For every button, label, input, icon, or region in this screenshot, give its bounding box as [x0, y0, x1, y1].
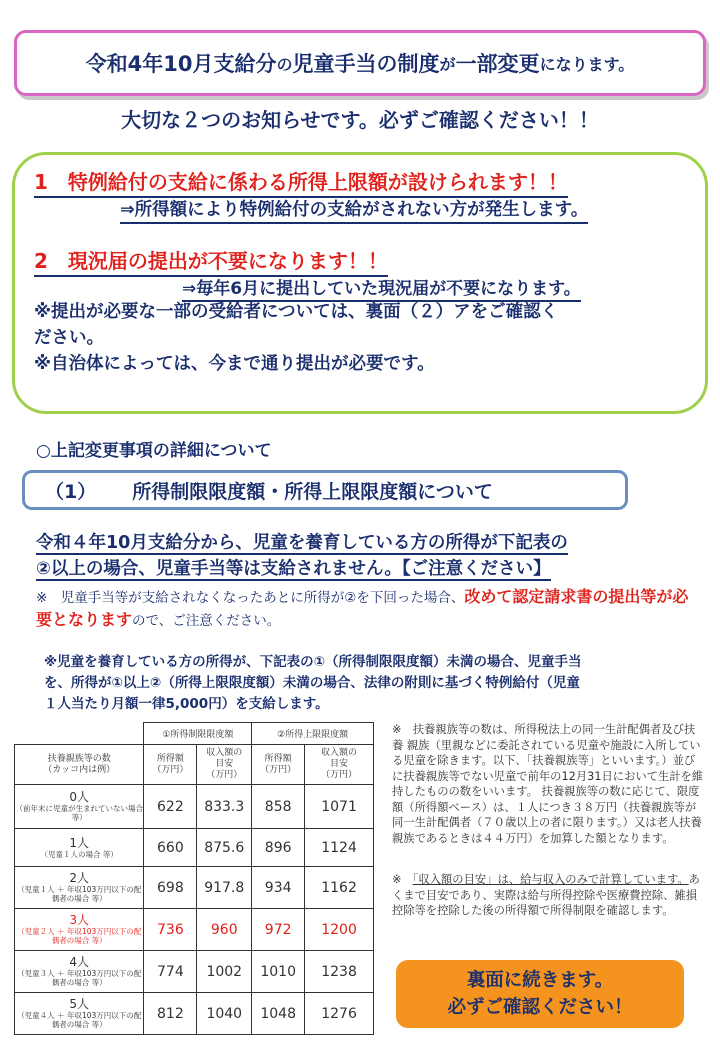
- table-cell: 1276: [305, 993, 374, 1035]
- intro-line1: 令和４年10月支給分から、児童を養育している方の所得が下記表の: [36, 533, 568, 553]
- section1-header: [22, 470, 628, 510]
- subtitle: 大切な２つのお知らせです。必ずご確認ください！！: [121, 108, 599, 132]
- table-row: [15, 829, 374, 867]
- table-cell: 1124: [305, 829, 374, 867]
- notice-note-a-line1: ※提出が必要な一部の受給者については、裏面（２）アをご確認く: [34, 302, 559, 322]
- row-desc: （児童２人 ＋ 年収103万円以下の配偶者の場合 等）: [17, 927, 142, 945]
- continue-line1: 裏面に続きます。: [466, 970, 614, 991]
- table-cell: 1040: [197, 993, 252, 1035]
- side-note2-prefix: ※: [392, 873, 413, 886]
- receipt-header-2: 収入額の 目安 （万円）: [305, 745, 374, 785]
- title-part3: 児童手当の制度: [292, 52, 440, 76]
- row-desc: （児童３人 ＋ 年収103万円以下の配偶者の場合 等）: [17, 969, 142, 987]
- table-cell: 896: [252, 829, 305, 867]
- section1-number: （1）: [45, 480, 97, 503]
- table-cell: 1162: [305, 867, 374, 909]
- table-cell: 660: [144, 829, 197, 867]
- notice-item1-heading: 1 特例給付の支給に係わる所得上限額が設けられます！！: [34, 166, 568, 198]
- side-note2-rest: あくまで目安であり、実際は給与所得控除や医療費控除、雑損控除等を控除した後の所得額で所得制限を確認します。: [392, 873, 700, 917]
- table-cell: 858: [252, 785, 305, 829]
- group2-header: ②所得上限限度額: [252, 723, 374, 745]
- row-count: 5人: [69, 997, 90, 1011]
- table-row: [15, 909, 374, 951]
- row-desc: （児童１人の場合 等）: [40, 849, 118, 859]
- table-cell: 1010: [252, 951, 305, 993]
- dependents-note: ※ 扶養親族等の数は、所得税法上の同一生計配偶者及び扶養 親族（里親などに委託されている児童や施設に入所している児童を除きます。以下、「扶養親族等」といいます。）並びに扶養親族等でない児童で前年の12月31日において生計を維持したものの数をいいます。 扶養親族等の数に応じて、限度額（所得額ベース）は、１人につき３８万円（扶養親族等が同一生計配偶者（７０歳以上の者に限ります。）又は老人扶養親族であるときは４４万円）を加算した額となります。: [392, 723, 704, 845]
- table-row: [15, 951, 374, 993]
- table-cell: 736: [144, 909, 197, 951]
- table-row: [15, 785, 374, 829]
- table-cell: 934: [252, 867, 305, 909]
- dependents-header: 扶養親族等の数 （カッコ内は例）: [15, 745, 144, 785]
- group1-header: ①所得制限限度額: [144, 723, 252, 745]
- income-estimate-note: [392, 872, 704, 919]
- row-desc: （児童１人 ＋ 年収103万円以下の配偶者の場合 等）: [17, 885, 142, 903]
- table-cell: 972: [252, 909, 305, 951]
- table-cell: 1002: [197, 951, 252, 993]
- note2-line3: １人当たり月額一律5,000円）を支給します。: [44, 696, 329, 712]
- title-part5: 一部変更: [455, 52, 540, 76]
- title-part2: の: [276, 54, 293, 74]
- note1-red: 改めて認定請求書の提出等が必要となります: [36, 587, 689, 629]
- table-cell: 622: [144, 785, 197, 829]
- receipt-header-1: 収入額の 目安 （万円）: [197, 745, 252, 785]
- notice-item2-detail: ⇒毎年6月に提出していた現況届が不要になります。: [182, 274, 581, 302]
- row-desc: （前年末に児童が生まれていない場合 等）: [15, 804, 143, 822]
- continue-banner: [396, 960, 684, 1028]
- row-desc: （児童４人 ＋ 年収103万円以下の配偶者の場合 等）: [17, 1011, 142, 1029]
- table-cell: 774: [144, 951, 197, 993]
- table-cell: 1048: [252, 993, 305, 1035]
- side-note2-underlined: 「収入額の目安」は、給与収入のみで計算しています。: [412, 873, 689, 886]
- table-cell: 1071: [305, 785, 374, 829]
- notice-item2-heading: 2 現況届の提出が不要になります！！: [34, 245, 388, 277]
- table-cell: 1200: [305, 909, 374, 951]
- special-benefit-note: [44, 652, 696, 715]
- income-limit-table: [14, 722, 374, 1035]
- table-row: [15, 993, 374, 1035]
- note2-line1: ※児童を養育している方の所得が、下記表の①（所得制限限度額）未満の場合、児童手当: [44, 654, 582, 670]
- title-part4: が: [439, 54, 456, 74]
- table-cell: 917.8: [197, 867, 252, 909]
- title-banner: [14, 30, 706, 96]
- table-cell: 875.6: [197, 829, 252, 867]
- row-count: 4人: [69, 955, 90, 969]
- table-cell: 698: [144, 867, 197, 909]
- income-header-1: 所得額 （万円）: [144, 745, 197, 785]
- note2-line2: を、所得が①以上②（所得上限限度額）未満の場合、法律の附則に基づく特例給付（児童: [44, 675, 580, 691]
- income-header-2: 所得額 （万円）: [252, 745, 305, 785]
- continue-line2: 必ずご確認ください！: [447, 997, 633, 1018]
- title-part1: 令和4年10月支給分: [85, 52, 277, 76]
- table-cell: 812: [144, 993, 197, 1035]
- table-row: [15, 867, 374, 909]
- row-count: 2人: [69, 871, 90, 885]
- row-count: 1人: [69, 835, 90, 850]
- table-cell: 833.3: [197, 785, 252, 829]
- note1-suffix: ので、ご注意ください。: [132, 613, 281, 629]
- notice-note-b: ※自治体によっては、今まで通り提出が必要です。: [34, 354, 435, 374]
- details-heading: ○上記変更事項の詳細について: [36, 441, 272, 461]
- intro-paragraph: [36, 530, 568, 582]
- intro-line2: ②以上の場合、児童手当等は支給されません。【ご注意ください】: [36, 559, 551, 579]
- title-part6: になります。: [539, 54, 635, 74]
- reapplication-note: [36, 586, 696, 632]
- section1-title: 所得制限限度額・所得上限限度額について: [132, 480, 493, 503]
- notice-item1-detail: ⇒所得額により特例給付の支給がされない方が発生します。: [120, 196, 588, 224]
- notice-note-a-line2: ださい。: [34, 328, 104, 348]
- note1-prefix: ※ 児童手当等が支給されなくなったあとに所得が②を下回った場合、: [36, 590, 465, 606]
- row-count: 3人: [69, 913, 90, 927]
- row-count: 0人: [69, 790, 90, 804]
- table-cell: 1238: [305, 951, 374, 993]
- table-cell: 960: [197, 909, 252, 951]
